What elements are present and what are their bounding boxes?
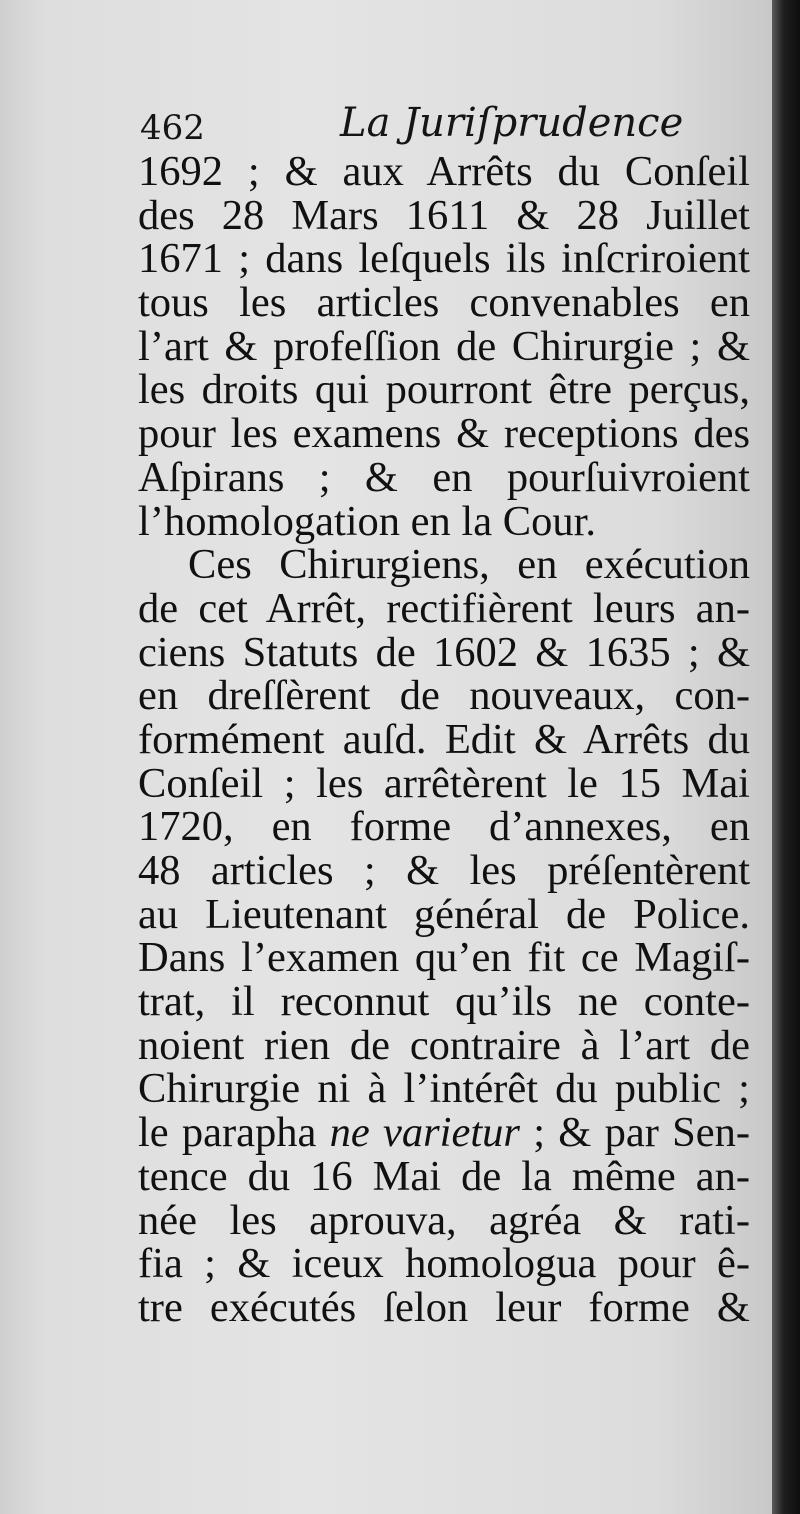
text-line: noient rien de contraire à l’art de (138, 1021, 750, 1069)
text-line: l’art & profeſſion de Chirurgie ; & (138, 322, 750, 370)
text-line: née les aprouva, agréa & rati- (138, 1196, 750, 1244)
text-line: 48 articles ; & les préſentèrent (138, 847, 750, 894)
text-line: fia ; & iceux homologua pour ê- (138, 1240, 750, 1288)
text-line: 1720, en forme d’annexes, en (138, 803, 750, 851)
text-line: Aſpirans ; & en pourſuivroient (138, 453, 750, 501)
text-line: Conſeil ; les arrêtèrent le 15 Mai (138, 759, 750, 807)
text-line-with-italic (138, 1111, 750, 1155)
text-line: Dans l’examen qu’en fit ce Magiſ- (138, 934, 750, 982)
italic-phrase: ne varietur (329, 1109, 520, 1157)
text-line: tre exécutés ſelon leur forme & (138, 1283, 750, 1331)
text-line: formément auſd. Edit & Arrêts du (138, 715, 750, 763)
paragraph-end-line: l’homologation en la Cour. (138, 497, 596, 545)
running-title: La Juriſprudence (340, 100, 684, 146)
text-line: en dreſſèrent de nouveaux, con- (138, 672, 750, 720)
text-line: 1692 ; & aux Arrêts du Conſeil (138, 148, 750, 195)
text-line: ciens Statuts de 1602 & 1635 ; & (138, 628, 750, 676)
text-segment: le parapha (138, 1109, 330, 1157)
text-line: 1671 ; dans leſquels ils inſcriroient (138, 235, 750, 283)
text-segment: ; & par Sen- (519, 1109, 750, 1157)
text-line: les droits qui pourront être perçus, (138, 366, 750, 414)
page-number: 462 (140, 108, 205, 148)
text-line: des 28 Mars 1611 & 28 Juillet (138, 191, 750, 239)
text-line: trat, il reconnut qu’ils ne conte- (138, 978, 750, 1026)
text-line: tous les articles convenables en (138, 279, 750, 327)
body-text (138, 150, 750, 1330)
text-line: au Lieutenant général de Police. (138, 890, 750, 938)
page-edge-shadow (772, 0, 800, 1514)
page-header (140, 100, 740, 150)
text-line: de cet Arrêt, rectifièrent leurs an- (138, 584, 750, 632)
text-line: Chirurgie ni à l’intérêt du public ; (138, 1065, 750, 1113)
text-line: pour les examens & receptions des (138, 410, 750, 458)
paragraph-first-line: Ces Chirurgiens, en exécution (188, 541, 750, 589)
text-line: tence du 16 Mai de la même an- (138, 1152, 750, 1200)
